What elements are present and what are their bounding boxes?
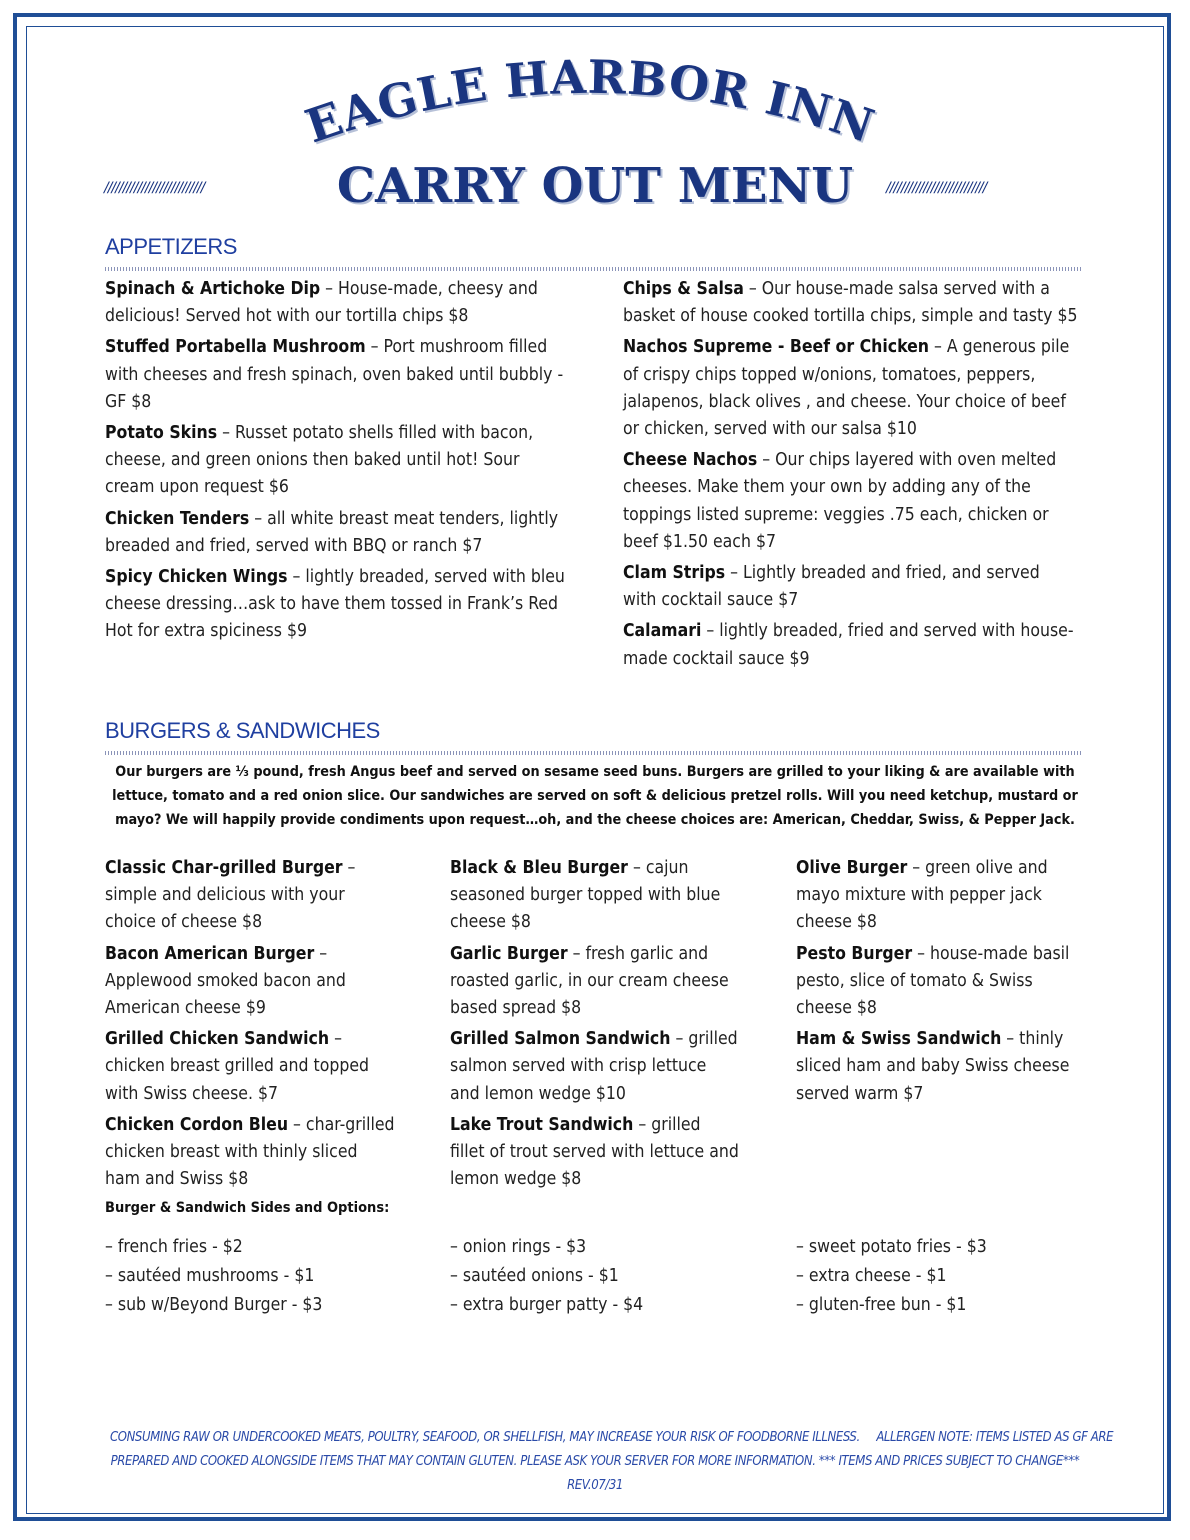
menu-item bbox=[105, 276, 565, 330]
menu-item bbox=[105, 564, 565, 646]
item-name: Calamari bbox=[623, 621, 702, 642]
menu-item bbox=[105, 420, 565, 502]
appetizers-heading: APPETIZERS bbox=[105, 234, 237, 259]
item-desc: – Our chips layered with oven melted cheeses. Make them your own by adding any of the toppings listed supreme: veggies .75 each, chicken or beef $1.50 each $7 bbox=[623, 450, 1057, 552]
burgers-heading: BURGERS & SANDWICHES bbox=[105, 718, 380, 743]
menu-item bbox=[450, 1112, 740, 1194]
burgers-column-3 bbox=[796, 855, 1086, 1112]
item-name: Spicy Chicken Wings bbox=[105, 567, 288, 588]
disclaimer-line-1: CONSUMING RAW OR UNDERCOOKED MEATS, POULTRY, SEAFOOD, OR SHELLFISH, MAY INCREASE YOUR RISK OF FOODBORNE ILLNESS. ALLERGEN NOTE: ITEMS LISTED AS GF ARE bbox=[110, 1430, 1114, 1445]
side-option: – french fries - $2 bbox=[105, 1237, 243, 1257]
item-desc: – lightly breaded, served with bleu cheese dressing…ask to have them tossed in Frank’s Red Hot for extra spiciness $9 bbox=[105, 567, 565, 642]
menu-item bbox=[105, 506, 565, 560]
item-desc: – House-made, cheesy and delicious! Served hot with our tortilla chips $8 bbox=[105, 279, 538, 327]
item-name: Grilled Chicken Sandwich bbox=[105, 1029, 330, 1050]
item-name: Lake Trout Sandwich bbox=[450, 1114, 634, 1135]
menu-item bbox=[105, 941, 395, 1023]
disclaimer-footer bbox=[110, 1426, 1114, 1498]
item-name: Nachos Supreme - Beef or Chicken bbox=[623, 337, 929, 358]
item-desc: – thinly sliced ham and baby Swiss cheese served warm $7 bbox=[796, 1029, 1070, 1104]
item-desc: – Applewood smoked bacon and American cheese $9 bbox=[105, 943, 346, 1019]
item-name: Cheese Nachos bbox=[623, 450, 758, 471]
right-decoration: /////////////////////////// bbox=[886, 180, 987, 196]
side-option: – sweet potato fries - $3 bbox=[796, 1237, 987, 1257]
item-desc: – char-grilled chicken breast with thinly sliced ham and Swiss $8 bbox=[105, 1114, 395, 1190]
menu-item bbox=[623, 618, 1078, 672]
menu-item bbox=[623, 334, 1078, 443]
item-name: Clam Strips bbox=[623, 563, 726, 584]
item-desc: – fresh garlic and roasted garlic, in our cream cheese based spread $8 bbox=[450, 943, 729, 1019]
item-desc: – Lightly breaded and fried, and served with cocktail sauce $7 bbox=[623, 563, 1040, 611]
item-desc: – Our house-made salsa served with a basket of house cooked tortilla chips, simple and tasty $5 bbox=[623, 279, 1078, 327]
menu-title: CARRY OUT MENU bbox=[336, 158, 854, 214]
item-name: Black & Bleu Burger bbox=[450, 858, 628, 878]
menu-item bbox=[105, 855, 395, 937]
side-option: – onion rings - $3 bbox=[450, 1237, 587, 1257]
item-desc: – grilled salmon served with crisp lettuce and lemon wedge $10 bbox=[450, 1029, 738, 1104]
restaurant-title bbox=[280, 48, 900, 158]
sides-column-2 bbox=[450, 1233, 643, 1320]
side-option: – extra cheese - $1 bbox=[796, 1266, 947, 1286]
item-name: Grilled Salmon Sandwich bbox=[450, 1029, 671, 1050]
item-name: Ham & Swiss Sandwich bbox=[796, 1029, 1002, 1050]
item-desc: – lightly breaded, fried and served with house-made cocktail sauce $9 bbox=[623, 621, 1074, 669]
side-option: – sautéed mushrooms - $1 bbox=[105, 1266, 315, 1286]
item-name: Olive Burger bbox=[796, 858, 908, 878]
disclaimer-line-2: PREPARED AND COOKED ALONGSIDE ITEMS THAT MAY CONTAIN GLUTEN. PLEASE ASK YOUR SERVER FOR MORE INFORMATION. *** ITEMS AND PRICES SUBJECT TO CHANGE*** REV.07/31 bbox=[110, 1454, 1080, 1493]
menu-item bbox=[796, 1026, 1086, 1108]
item-desc: – green olive and mayo mixture with pepper jack cheese $8 bbox=[796, 858, 1048, 933]
sides-column-1 bbox=[105, 1233, 322, 1320]
sides-heading: Burger & Sandwich Sides and Options: bbox=[105, 1200, 390, 1216]
menu-item bbox=[450, 941, 740, 1023]
item-name: Chicken Tenders bbox=[105, 508, 250, 529]
menu-item bbox=[450, 855, 740, 937]
item-name: Chips & Salsa bbox=[623, 279, 744, 299]
item-name: Chicken Cordon Bleu bbox=[105, 1114, 289, 1135]
appetizers-left-column bbox=[105, 276, 565, 650]
burgers-column-1 bbox=[105, 855, 395, 1197]
item-name: Spinach & Artichoke Dip bbox=[105, 279, 321, 299]
side-option: – sautéed onions - $1 bbox=[450, 1266, 619, 1286]
side-option: – gluten-free bun - $1 bbox=[796, 1295, 967, 1315]
menu-item bbox=[623, 447, 1078, 556]
item-desc: – chicken breast grilled and topped with Swiss cheese. $7 bbox=[105, 1029, 370, 1104]
item-name: Bacon American Burger bbox=[105, 943, 315, 964]
item-name: Classic Char-grilled Burger bbox=[105, 858, 343, 878]
item-desc: – Port mushroom filled with cheeses and fresh spinach, oven baked until bubbly - GF $8 bbox=[105, 337, 564, 412]
menu-item bbox=[450, 1026, 740, 1108]
section-divider bbox=[105, 267, 1081, 271]
burgers-note: Our burgers are ⅓ pound, fresh Angus beef and served on sesame seed buns. Burgers are grilled to your liking & are available with lettuce, tomato and a red onion slice. Our sandwiches are served on soft & delicious pretzel rolls. Will you need ketchup, mustard or mayo? We will happily provide condiments upon request…oh, and the cheese choices are: American, Cheddar, Swiss, & Pepper Jack. bbox=[112, 764, 1078, 828]
item-name: Pesto Burger bbox=[796, 943, 913, 964]
left-decoration: /////////////////////////// bbox=[104, 180, 205, 196]
section-divider bbox=[105, 751, 1081, 755]
appetizers-right-column bbox=[623, 276, 1078, 677]
item-desc: – A generous pile of crispy chips topped w/onions, tomatoes, peppers, jalapenos, black olives , and cheese. Your choice of beef or chicken, served with our salsa $10 bbox=[623, 337, 1070, 440]
menu-item bbox=[623, 560, 1078, 614]
side-option: – sub w/Beyond Burger - $3 bbox=[105, 1295, 323, 1315]
item-desc: – grilled fillet of trout served with lettuce and lemon wedge $8 bbox=[450, 1114, 739, 1190]
item-name: Stuffed Portabella Mushroom bbox=[105, 337, 366, 358]
menu-item bbox=[105, 334, 565, 416]
item-name: Garlic Burger bbox=[450, 943, 568, 964]
sides-column-3 bbox=[796, 1233, 987, 1320]
item-desc: – all white breast meat tenders, lightly breaded and fried, served with BBQ or ranch $7 bbox=[105, 508, 559, 556]
menu-item bbox=[105, 1026, 395, 1108]
svg-text:EAGLE HARBOR INN: EAGLE HARBOR INN bbox=[298, 49, 882, 154]
item-desc: – house-made basil pesto, slice of tomato & Swiss cheese $8 bbox=[796, 943, 1070, 1019]
menu-item bbox=[796, 941, 1086, 1023]
menu-item bbox=[105, 1112, 395, 1194]
item-desc: – Russet potato shells filled with bacon, cheese, and green onions then baked until hot! Sour cream upon request $6 bbox=[105, 423, 534, 498]
item-name: Potato Skins bbox=[105, 423, 218, 444]
menu-item bbox=[623, 276, 1078, 330]
item-desc: – simple and delicious with your choice of cheese $8 bbox=[105, 858, 356, 933]
menu-item bbox=[796, 855, 1086, 937]
item-desc: – cajun seasoned burger topped with blue cheese $8 bbox=[450, 858, 721, 933]
side-option: – extra burger patty - $4 bbox=[450, 1295, 644, 1315]
burgers-column-2 bbox=[450, 855, 740, 1197]
